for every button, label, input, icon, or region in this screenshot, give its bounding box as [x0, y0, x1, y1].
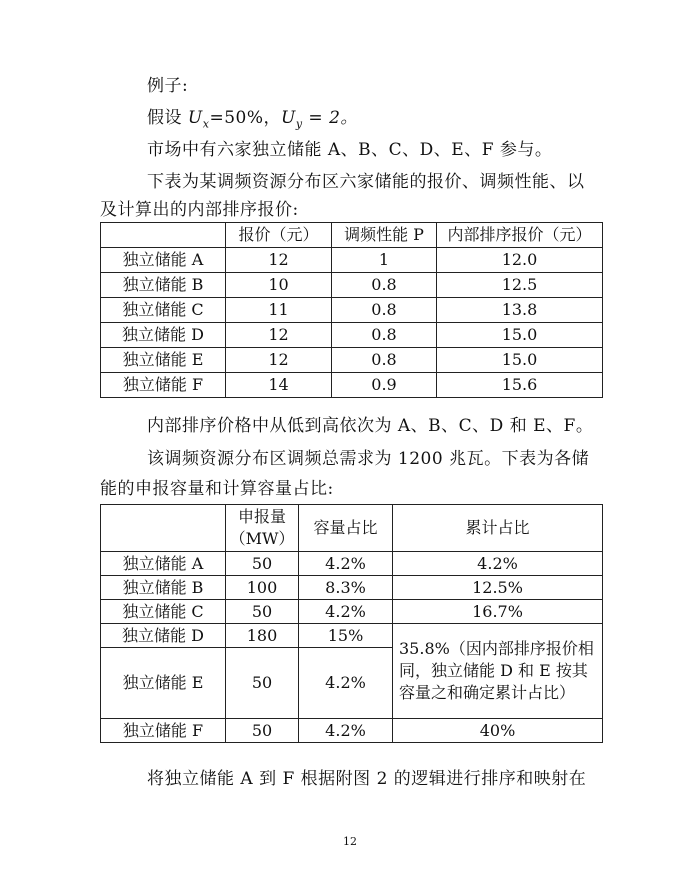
- header-cell: 内部排序报价（元）: [437, 223, 603, 248]
- bid-table: [100, 222, 603, 398]
- table-row: [101, 298, 603, 323]
- table-cell: 0.9: [332, 373, 437, 398]
- table-cell: 50: [226, 719, 299, 743]
- market-line: 市场中有六家独立储能 A、B、C、D、E、F 参与。: [147, 140, 553, 160]
- table-cell: 40%: [393, 719, 603, 743]
- table-cell: 15.0: [437, 323, 603, 348]
- table-cell: 12.5: [437, 273, 603, 298]
- table-cell: 独立储能 A: [101, 552, 226, 576]
- demand-line1: 该调频资源分布区调频总需求为 1200 兆瓦。下表为各储: [147, 449, 590, 469]
- table-cell: 8.3%: [299, 576, 393, 600]
- table-row: [101, 624, 603, 648]
- table-row: [101, 719, 603, 743]
- assume-prefix: 假设: [147, 108, 188, 128]
- header-cell: 累计占比: [393, 505, 603, 552]
- table-cell: 180: [226, 624, 299, 648]
- table-row: [101, 348, 603, 373]
- table-cell: 0.8: [332, 298, 437, 323]
- table-cell: 15%: [299, 624, 393, 648]
- table-cell: 12: [226, 348, 332, 373]
- table-cell: 4.2%: [393, 552, 603, 576]
- page-number: 12: [343, 835, 357, 848]
- table-row: [101, 248, 603, 273]
- uy-value: = 2。: [302, 108, 358, 128]
- table-cell: 独立储能 C: [101, 600, 226, 624]
- merged-cumulative-note: 35.8%（因内部排序报价相同，独立储能 D 和 E 按其容量之和确定累计占比）: [393, 624, 603, 719]
- table-header-row: [101, 223, 603, 248]
- header-cell: 调频性能 P: [332, 223, 437, 248]
- final-line: 将独立储能 A 到 F 根据附图 2 的逻辑进行排序和映射在: [147, 769, 587, 789]
- table-cell: 11: [226, 298, 332, 323]
- ux-value: =50%，: [209, 108, 281, 128]
- table-row: [101, 600, 603, 624]
- table-row: [101, 373, 603, 398]
- example-label: 例子:: [147, 76, 189, 96]
- table-cell: 100: [226, 576, 299, 600]
- table-cell: 0.8: [332, 348, 437, 373]
- table-cell: 50: [226, 552, 299, 576]
- table-cell: 50: [226, 600, 299, 624]
- table-cell: 15.6: [437, 373, 603, 398]
- table-cell: 独立储能 B: [101, 273, 226, 298]
- assumption-line: [147, 106, 358, 136]
- table-cell: 4.2%: [299, 600, 393, 624]
- ux-symbol: U: [187, 108, 203, 128]
- table-header-row: [101, 505, 603, 552]
- table-cell: 15.0: [437, 348, 603, 373]
- table-cell: 16.7%: [393, 600, 603, 624]
- header-cell: [101, 505, 226, 552]
- table-cell: 独立储能 E: [101, 348, 226, 373]
- header-cell: 容量占比: [299, 505, 393, 552]
- header-cell: 申报量（MW）: [226, 505, 299, 552]
- table-cell: 独立储能 C: [101, 298, 226, 323]
- table-cell: 4.2%: [299, 648, 393, 719]
- table-cell: 4.2%: [299, 719, 393, 743]
- table-cell: 独立储能 D: [101, 323, 226, 348]
- table-cell: 独立储能 D: [101, 624, 226, 648]
- table-cell: 12: [226, 248, 332, 273]
- table-cell: 独立储能 A: [101, 248, 226, 273]
- table-cell: 独立储能 F: [101, 719, 226, 743]
- uy-subscript: y: [295, 117, 303, 131]
- table-cell: 0.8: [332, 323, 437, 348]
- table-cell: 12.0: [437, 248, 603, 273]
- table-cell: 50: [226, 648, 299, 719]
- table-cell: 12: [226, 323, 332, 348]
- table-cell: 独立储能 F: [101, 373, 226, 398]
- table-cell: 独立储能 B: [101, 576, 226, 600]
- table-row: [101, 576, 603, 600]
- capacity-table: [100, 504, 603, 743]
- table-cell: 13.8: [437, 298, 603, 323]
- table-row: [101, 552, 603, 576]
- uy-symbol: U: [280, 108, 296, 128]
- table-cell: 10: [226, 273, 332, 298]
- table1-intro-line2: 及计算出的内部排序报价:: [100, 200, 299, 220]
- header-cell: 报价（元）: [226, 223, 332, 248]
- table-cell: 0.8: [332, 273, 437, 298]
- order-line: 内部排序价格中从低到高依次为 A、B、C、D 和 E、F。: [147, 416, 594, 436]
- table-row: [101, 273, 603, 298]
- table-cell: 12.5%: [393, 576, 603, 600]
- ux-subscript: x: [202, 117, 210, 131]
- table1-intro-line1: 下表为某调频资源分布区六家储能的报价、调频性能、以: [147, 172, 585, 192]
- table-row: [101, 323, 603, 348]
- table-cell: 1: [332, 248, 437, 273]
- demand-line2: 能的申报容量和计算容量占比:: [100, 479, 334, 499]
- table-cell: 4.2%: [299, 552, 393, 576]
- header-cell: [101, 223, 226, 248]
- table-cell: 14: [226, 373, 332, 398]
- table-cell: 独立储能 E: [101, 648, 226, 719]
